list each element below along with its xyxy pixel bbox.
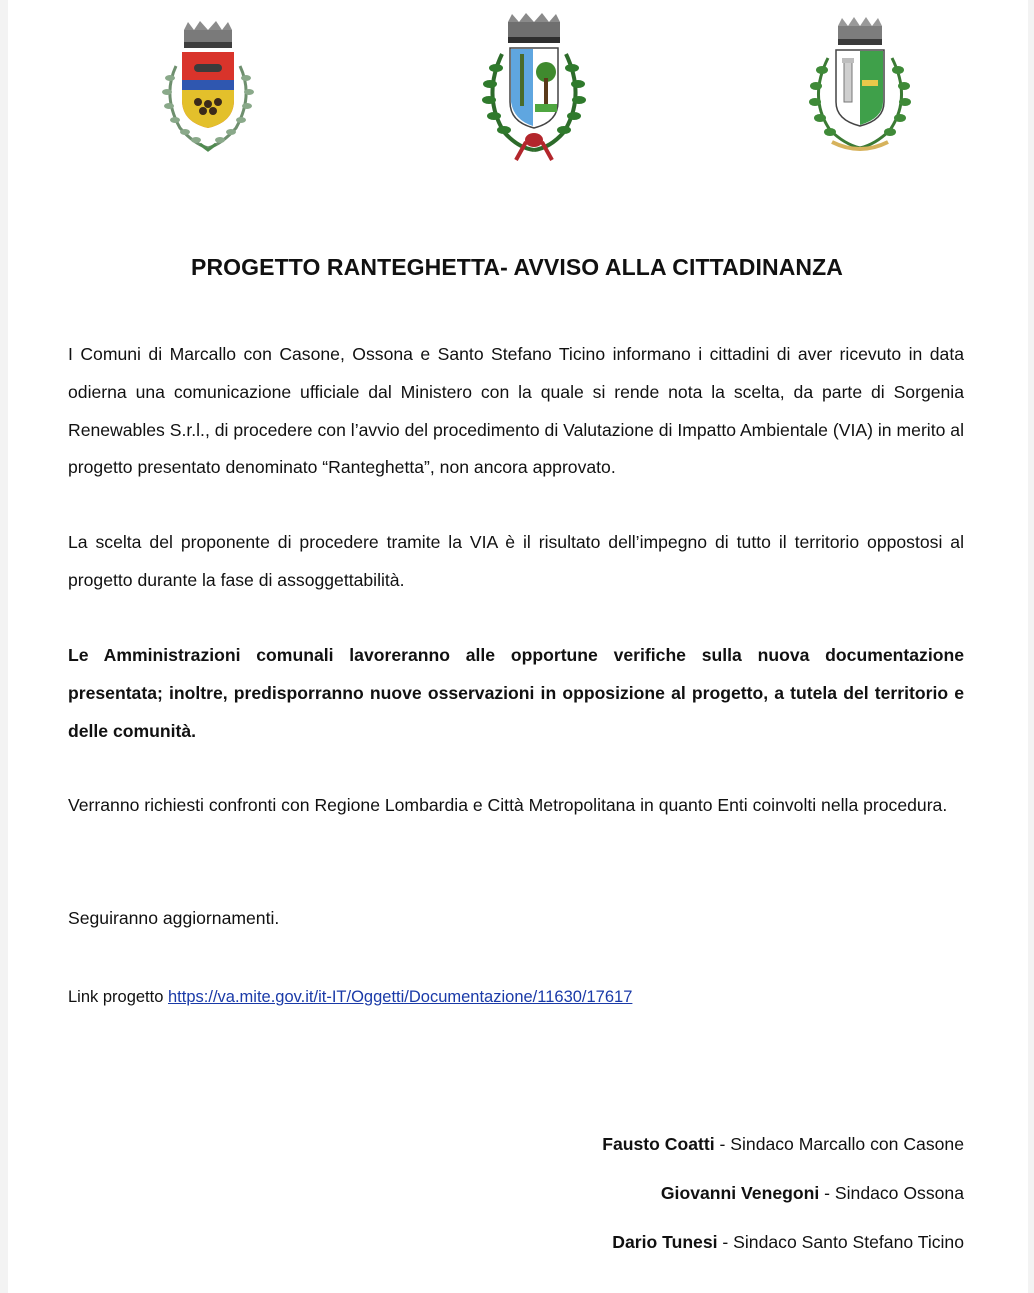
signature-role: - Sindaco Ossona [819,1183,964,1203]
page-edge-left [0,0,8,1293]
page-title: PROGETTO RANTEGHETTA- AVVISO ALLA CITTADINANZA [191,254,843,280]
project-link-label: Link progetto [68,988,164,1006]
signature-name: Giovanni Venegoni [660,1183,820,1203]
signature-name: Fausto Coatti [602,1134,715,1154]
crests-header [0,0,1034,170]
crest-santo-stefano-ticino [792,14,922,156]
signature-role: - Sindaco Santo Stefano Ticino [717,1232,964,1252]
paragraph-administrations: Le Amministrazioni comunali lavoreranno alle opportune verifiche sulla nuova documentazione presentata; inoltre, predisporranno nuove osservazioni in opposizione al progetto, a tutela del territorio e delle comunità. [68,645,964,741]
project-link[interactable]: https://va.mite.gov.it/it-IT/Oggetti/Documentazione/11630/17617 [168,988,633,1006]
paragraph-via-choice: La scelta del proponente di procedere tramite la VIA è il risultato dell’impegno di tutto il territorio oppostosi al progetto durante la fase di assoggettabilità. [68,532,964,590]
crest-marcallo-con-casone [150,16,266,156]
signature-marcallo [602,1134,964,1155]
project-link-line [68,988,632,1007]
page-edge-right [1028,0,1034,1293]
paragraph-updates: Seguiranno aggiornamenti. [68,908,280,928]
signature-role: - Sindaco Marcallo con Casone [714,1134,964,1154]
signature-ossona [661,1183,964,1204]
crest-ossona [474,10,594,162]
paragraph-announcement: I Comuni di Marcallo con Casone, Ossona e Santo Stefano Ticino informano i cittadini di aver ricevuto in data odierna una comunicazione ufficiale dal Ministero con la quale si rende nota la scelta, da parte di Sorgenia Renewables S.r.l., di procedere con l’avvio del procedimento di Valutazione di Impatto Ambientale (VIA) in merito al progetto presentato denominato “Ranteghetta”, non ancora approvato. [68,344,964,478]
paragraph-confronti: Verranno richiesti confronti con Regione Lombardia e Città Metropolitana in quanto Enti coinvolti nella procedura. [68,795,948,815]
signature-name: Dario Tunesi [612,1232,718,1252]
signature-santo-stefano [612,1232,964,1253]
